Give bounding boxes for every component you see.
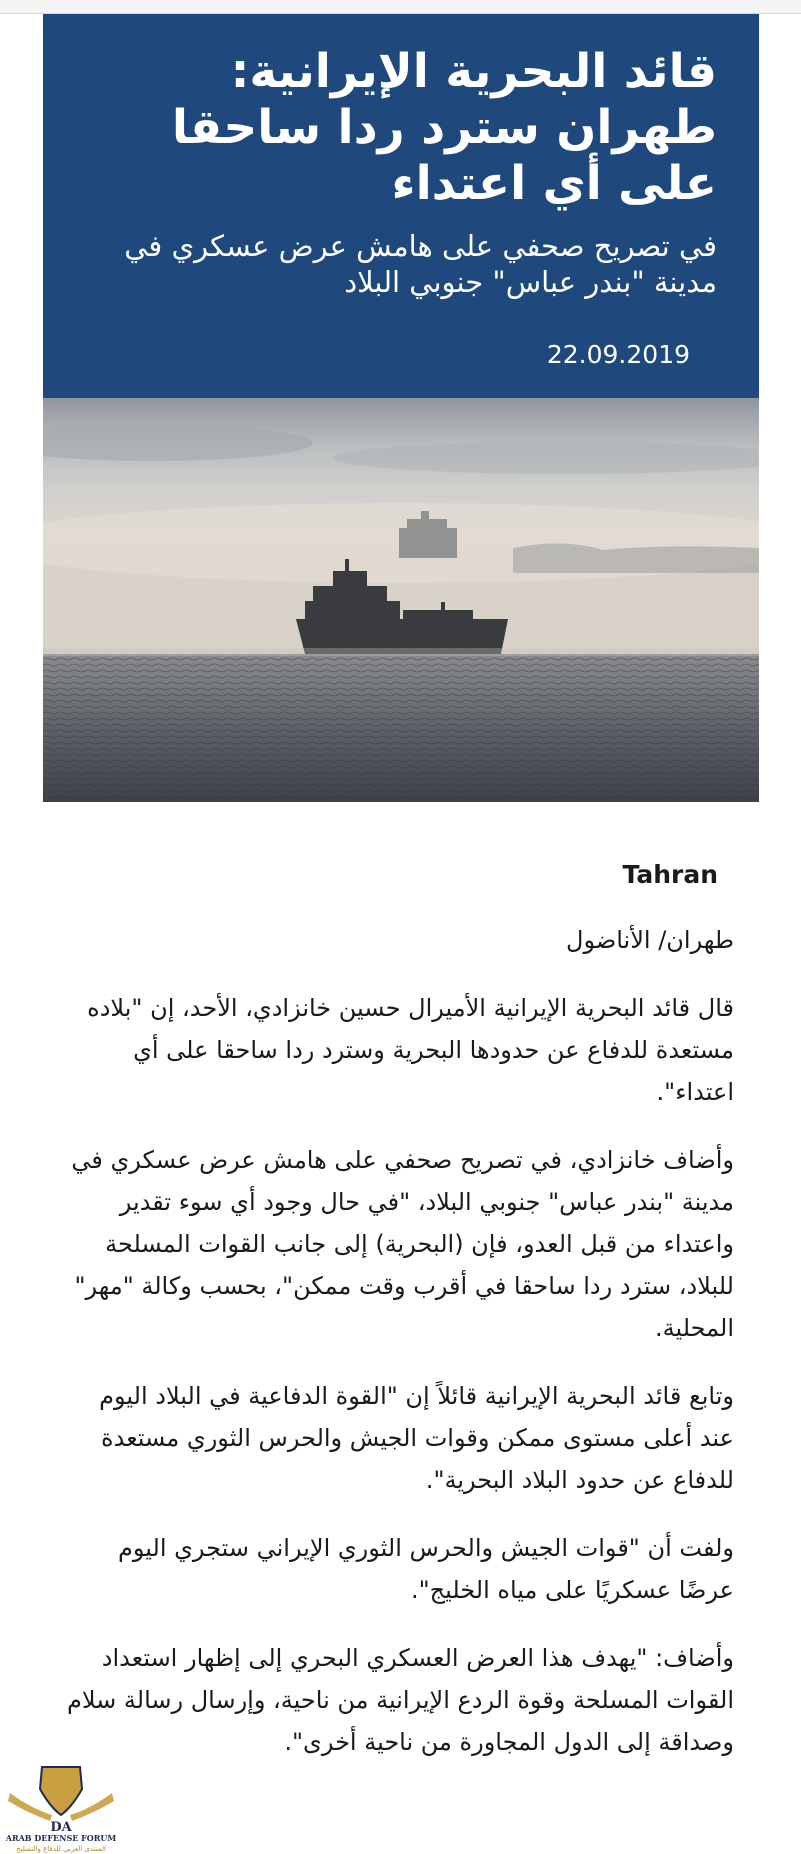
article-paragraph: ولفت أن "قوات الجيش والحرس الثوري الإيراني ستجري اليوم عرضًا عسكريًا على مياه الخليج".	[118, 1534, 734, 1604]
shield-emblem	[40, 1767, 82, 1815]
article-paragraph: قال قائد البحرية الإيرانية الأميرال حسين خانزادي، الأحد، إن "بلاده مستعدة للدفاع عن حدودها البحرية وسترد ردا ساحقا على أي اعتداء".	[87, 994, 734, 1106]
watermark-name-ar: المنتدى العربي للدفاع والتسليح	[16, 1845, 106, 1853]
article-body	[60, 860, 736, 1789]
dateline: Tahran	[622, 860, 718, 889]
article-paragraph: طهران/ الأناضول	[566, 926, 734, 954]
article-paragraph: وأضاف خانزادي، في تصريح صحفي على هامش عرض عسكري في مدينة "بندر عباس" جنوبي البلاد، "في حال وجود أي سوء تقدير واعتداء من قبل العدو، فإن (البحرية) إلى جانب القوات المسلحة للبلاد، سترد ردا ساحقا في أقرب وقت ممكن"، بحسب وكالة "مهر" المحلية.	[71, 1146, 734, 1342]
article-paragraph: وأضاف: "يهدف هذا العرض العسكري البحري إلى إظهار استعداد القوات المسلحة وقوة الردع الإيرانية من ناحية، وإرسال رسالة سلام وصداقة إلى الدول المجاورة من ناحية أخرى".	[66, 1644, 734, 1756]
article-header	[43, 14, 759, 398]
subtitle: في تصريح صحفي على هامش عرض عسكري في مدينة "بندر عباس" جنوبي البلاد	[124, 229, 717, 299]
watermark-monogram: DA	[50, 1820, 72, 1835]
watermark-name-en: ARAB DEFENSE FORUM	[5, 1833, 117, 1843]
article-photo	[43, 398, 759, 802]
forum-watermark-logo	[2, 1763, 120, 1854]
top-rule	[0, 0, 801, 14]
publish-date: 22.09.2019	[546, 340, 690, 369]
article-paragraph: وتابع قائد البحرية الإيرانية قائلاً إن "القوة الدفاعية في البلاد اليوم عند أعلى مستوى ممكن وقوات الجيش والحرس الثوري مستعدة للدفاع عن حدود البلاد البحرية".	[99, 1382, 734, 1494]
headline: قائد البحرية الإيرانية: طهران سترد ردا ساحقا على أي اعتداء	[171, 44, 717, 211]
